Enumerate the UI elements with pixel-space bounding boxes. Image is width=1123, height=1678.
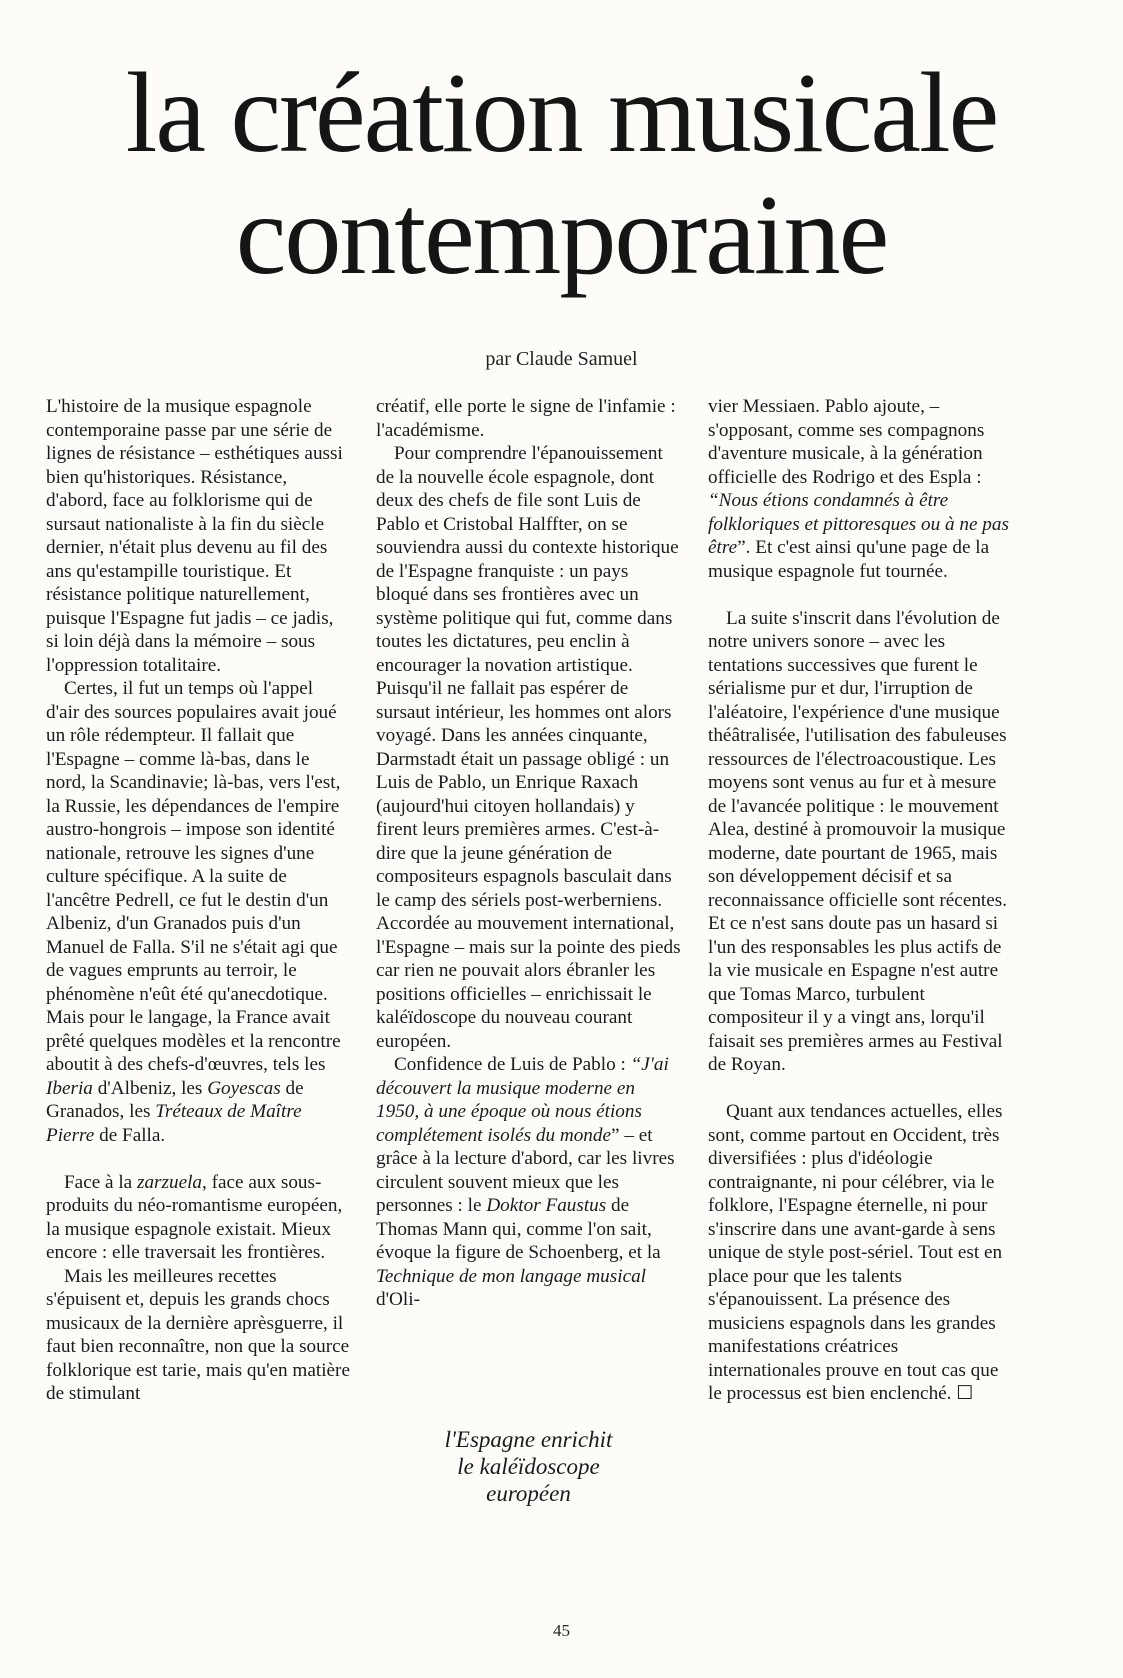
paragraph: Mais les meilleures recettes s'épuisent et, depuis les grands chocs musicaux de la dernière aprèsguerre, il faut bien reconnaître, non que la source folklorique est tarie, mais qu'en matière de stimulant — [46, 1265, 350, 1404]
paragraph: L'histoire de la musique espagnole contemporaine passe par une série de lignes de résistance – esthétiques aussi bien qu'historiques. Résistance, d'abord, face au folklorisme qui de sursaut nationaliste à la fin du siècle dernier, n'était plus devenu au fil des ans qu'estampille touristique. Et résistance politique naturellement, puisque l'Espagne fut jadis – ce jadis, si loin déjà dans la mémoire – sous l'oppression totalitaire. — [46, 396, 343, 676]
paragraph: Face à la zarzuela, face aux sous-produits du néo-romantisme européen, la musique espagnole existait. Mieux encore : elle traversait les frontières. — [46, 1171, 343, 1263]
pull-quote — [376, 1426, 681, 1507]
paragraph: Quant aux tendances actuelles, elles sont, comme partout en Occident, très diversifiées : plus d'idéologie contraignante, ni pour célébrer, via le folklore, l'Espagne éternelle, ni pour s'inscrire dans une avant-garde à sens unique de style post-sériel. Tout est en place pour que les talents s'épanouissent. La présence des musiciens espagnols dans les grandes manifestations créatrices internationales prouve en tout cas que le processus est bien enclenché. ☐ — [708, 1101, 1003, 1404]
title-line-1: la création musicale — [125, 49, 998, 176]
column-2 — [376, 395, 681, 1312]
paragraph: créatif, elle porte le signe de l'infamie : l'académisme. — [376, 396, 676, 441]
byline: par Claude Samuel — [485, 348, 638, 370]
paragraph: Confidence de Luis de Pablo : “J'ai découvert la musique moderne en 1950, à une époque où nous étions complétement isolés du monde” – et grâce à la lecture d'abord, car les livres circulent souvent mieux que les personnes : le Doktor Faustus de Thomas Mann qui, comme l'on sait, évoque la figure de Schoenberg, et la Technique de mon langage musical d'Oli- — [376, 1054, 675, 1310]
paragraph: La suite s'inscrit dans l'évolution de notre univers sonore – avec les tentations successives que furent le sérialisme pur et dur, l'irruption de l'aléatoire, l'expérience d'une musique théâtralisée, l'utilisation des fabuleuses ressources de l'électroacoustique. Les moyens sont venus au fur et à mesure de l'avancée politique : le mouvement Alea, destiné à promouvoir la musique moderne, date pourtant de 1965, mais son développement décisif et sa reconnaissance officielle sont récentes. Et ce n'est sans doute pas un hasard si l'un des responsables les plus actifs de la vie musicale en Espagne n'est autre que Tomas Marco, turbulent compositeur il y a vingt ans, lorqu'il faisait ses premières armes au Festival de Royan. — [708, 607, 1008, 1075]
paragraph: vier Messiaen. Pablo ajoute, – s'opposant, comme ses compagnons d'aventure musicale, à la génération officielle des Rodrigo et des Espla : “Nous étions condamnés à être folkloriques et pittoresques ou à ne pas être”. Et c'est ainsi qu'une page de la musique espagnole fut tournée. — [708, 396, 1009, 582]
article-title — [0, 49, 1123, 298]
pull-quote-line: européen — [486, 1481, 571, 1506]
column-1 — [46, 395, 351, 1406]
column-3 — [708, 395, 1013, 1406]
paragraph: Pour comprendre l'épanouissement de la nouvelle école espagnole, dont deux des chefs de file sont Luis de Pablo et Cristobal Halffter, on se souviendra aussi du contexte historique de l'Espagne franquiste : un pays bloqué dans ses frontières avec un système politique qui fut, comme dans toutes les dictatures, peu enclin à encourager la novation artistique. Puisqu'il ne fallait pas espérer de sursaut intérieur, les hommes ont alors voyagé. Dans les années cinquante, Darmstadt était un passage obligé : un Luis de Pablo, un Enrique Raxach (aujourd'hui citoyen hollandais) y firent leurs premières armes. C'est-à-dire que la jeune génération de compositeurs espagnols basculait dans le camp des sériels post-werberniens. Accordée au mouvement international, l'Espagne – mais sur la pointe des pieds car rien ne pouvait alors ébranler les positions officielles – enrichissait le kaléïdoscope du nouveau courant européen. — [376, 443, 681, 1052]
pull-quote-line: l'Espagne enrichit — [444, 1427, 613, 1452]
pull-quote-line: le kaléïdoscope — [457, 1454, 600, 1479]
title-line-2: contemporaine — [235, 171, 888, 298]
page-number: 45 — [553, 1621, 570, 1640]
paragraph: Certes, il fut un temps où l'appel d'air des sources populaires avait joué un rôle rédempteur. Il fallait que l'Espagne – comme là-bas, dans le nord, la Scandinavie; là-bas, vers l'est, la Russie, les dépendances de l'empire austro-hongrois – impose son identité nationale, retrouve les signes d'une culture spécifique. A la suite de l'ancêtre Pedrell, ce fut le destin d'un Albeniz, d'un Granados puis d'un Manuel de Falla. S'il ne s'était agi que de vagues emprunts au terroir, le phénomène n'eût été qu'anecdotique. Mais pour le langage, la France avait prêté quelques modèles et la rencontre aboutit à des chefs-d'œuvres, tels les Iberia d'Albeniz, les Goyescas de Granados, les Tréteaux de Maître Pierre de Falla. — [46, 678, 341, 1146]
